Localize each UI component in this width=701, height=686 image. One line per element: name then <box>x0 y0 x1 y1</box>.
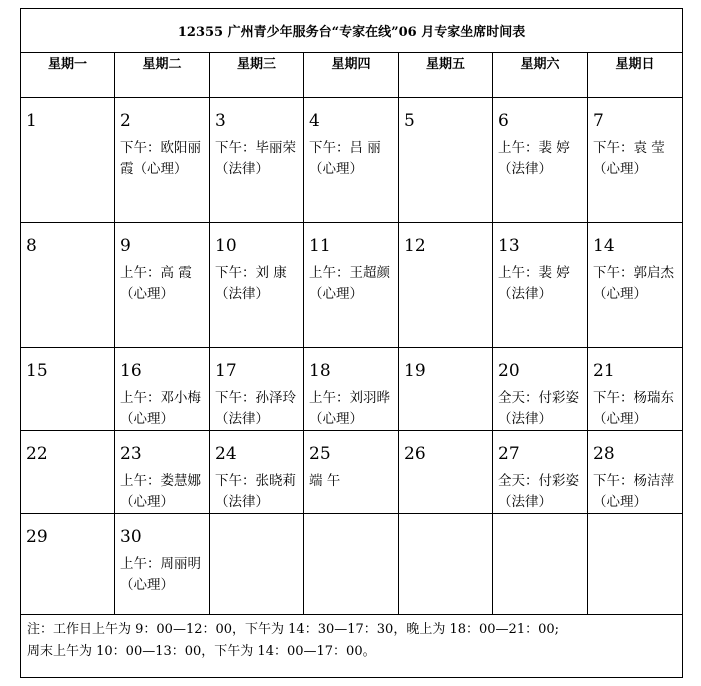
expert-category: （法律） <box>498 411 552 427</box>
shift-expert: 下午：张晓莉 <box>215 473 296 489</box>
shift-expert: 上午：高 霞 <box>120 265 192 281</box>
weekday-sunday: 星期日 <box>588 53 683 98</box>
day-number: 20 <box>498 361 520 381</box>
day-number: 14 <box>593 236 615 256</box>
day-number: 11 <box>309 236 331 256</box>
expert-category: （心理） <box>309 286 363 302</box>
day-number: 24 <box>215 444 237 464</box>
day-cell <box>304 98 399 223</box>
day-cell <box>304 514 399 615</box>
schedule-table <box>20 8 683 678</box>
day-cell <box>115 514 210 615</box>
shift-expert: 上午：裴 婷 <box>498 140 570 156</box>
expert-category: （心理） <box>120 577 174 593</box>
shift-expert: 下午：欧阳丽 <box>120 140 201 156</box>
weekday-saturday: 星期六 <box>493 53 588 98</box>
day-cell <box>493 514 588 615</box>
day-cell <box>399 514 493 615</box>
day-cell <box>304 223 399 348</box>
expert-category: 霞（心理） <box>120 161 188 177</box>
day-cell <box>588 223 683 348</box>
day-cell <box>115 98 210 223</box>
day-cell <box>304 431 399 514</box>
day-cell <box>210 514 304 615</box>
shift-expert: 上午：周丽明 <box>120 556 201 572</box>
week-row <box>21 514 683 615</box>
shift-expert: 全天：付彩姿 <box>498 390 579 406</box>
day-cell <box>210 431 304 514</box>
week-row <box>21 348 683 431</box>
shift-expert: 全天：付彩姿 <box>498 473 579 489</box>
expert-category: （法律） <box>215 494 269 510</box>
shift-expert: 下午：袁 莹 <box>593 140 665 156</box>
day-cell <box>399 223 493 348</box>
day-cell <box>21 431 115 514</box>
day-number: 16 <box>120 361 142 381</box>
expert-category: （心理） <box>593 286 647 302</box>
shift-expert: 下午：郭启杰 <box>593 265 674 281</box>
shift-expert: 下午：孙泽玲 <box>215 390 296 406</box>
shift-expert: 下午：杨洁萍 <box>593 473 674 489</box>
day-number: 22 <box>26 444 48 464</box>
schedule-sheet <box>20 8 682 676</box>
weekday-wednesday: 星期三 <box>210 53 304 98</box>
day-number: 21 <box>593 361 615 381</box>
day-cell <box>21 514 115 615</box>
expert-category: （法律） <box>215 161 269 177</box>
expert-category: （法律） <box>215 286 269 302</box>
day-cell <box>210 223 304 348</box>
day-number: 2 <box>120 111 131 131</box>
expert-category: （心理） <box>120 494 174 510</box>
weekday-friday: 星期五 <box>399 53 493 98</box>
day-cell <box>493 223 588 348</box>
weekday-header-row <box>21 53 683 98</box>
day-number: 18 <box>309 361 331 381</box>
day-cell <box>115 431 210 514</box>
expert-category: （法律） <box>498 286 552 302</box>
week-row <box>21 98 683 223</box>
day-cell <box>304 348 399 431</box>
day-number: 27 <box>498 444 520 464</box>
day-cell <box>493 431 588 514</box>
shift-expert: 上午：娄慧娜 <box>120 473 201 489</box>
day-number: 30 <box>120 527 142 547</box>
shift-expert: 下午：毕丽荣 <box>215 140 296 156</box>
expert-category: （法律） <box>215 411 269 427</box>
day-number: 10 <box>215 236 237 256</box>
day-cell <box>588 514 683 615</box>
shift-expert: 端 午 <box>309 473 341 489</box>
day-number: 6 <box>498 111 509 131</box>
expert-category: （心理） <box>120 411 174 427</box>
expert-category: （心理） <box>593 494 647 510</box>
day-number: 17 <box>215 361 237 381</box>
day-number: 13 <box>498 236 520 256</box>
day-cell <box>21 223 115 348</box>
shift-expert: 下午：杨瑞东 <box>593 390 674 406</box>
day-number: 26 <box>404 444 426 464</box>
weekday-tuesday: 星期二 <box>115 53 210 98</box>
day-cell <box>21 98 115 223</box>
day-number: 9 <box>120 236 131 256</box>
day-number: 28 <box>593 444 615 464</box>
weekday-monday: 星期一 <box>21 53 115 98</box>
day-number: 3 <box>215 111 226 131</box>
note-line-2: 周末上午为 10：00—13：00，下午为 14：00—17：00。 <box>27 644 376 659</box>
shift-expert: 上午：刘羽晔 <box>309 390 390 406</box>
expert-category: （心理） <box>593 161 647 177</box>
week-row <box>21 431 683 514</box>
note-line-1: 注：工作日上午为 9：00—12：00，下午为 14：30—17：30，晚上为 18：00—21：00; <box>27 622 560 637</box>
day-number: 12 <box>404 236 426 256</box>
shift-expert: 下午：刘 康 <box>215 265 287 281</box>
expert-category: （心理） <box>309 411 363 427</box>
expert-category: （心理） <box>309 161 363 177</box>
day-number: 29 <box>26 527 48 547</box>
expert-category: （法律） <box>498 494 552 510</box>
day-cell <box>493 98 588 223</box>
day-cell <box>493 348 588 431</box>
day-number: 7 <box>593 111 604 131</box>
day-cell <box>210 98 304 223</box>
expert-category: （心理） <box>120 286 174 302</box>
weekday-thursday: 星期四 <box>304 53 399 98</box>
day-cell <box>588 98 683 223</box>
day-number: 4 <box>309 111 320 131</box>
day-cell <box>588 348 683 431</box>
day-number: 5 <box>404 111 415 131</box>
day-cell <box>399 431 493 514</box>
page-title: 12355 广州青少年服务台“专家在线”06 月专家坐席时间表 <box>21 9 683 53</box>
day-cell <box>399 348 493 431</box>
day-cell <box>210 348 304 431</box>
day-cell <box>399 98 493 223</box>
day-number: 23 <box>120 444 142 464</box>
shift-expert: 上午：王超颜 <box>309 265 390 281</box>
shift-expert: 上午：裴 婷 <box>498 265 570 281</box>
day-number: 19 <box>404 361 426 381</box>
day-cell <box>115 223 210 348</box>
day-cell <box>115 348 210 431</box>
day-number: 15 <box>26 361 48 381</box>
day-number: 1 <box>26 111 37 131</box>
day-number: 25 <box>309 444 331 464</box>
shift-expert: 上午：邓小梅 <box>120 390 201 406</box>
expert-category: （法律） <box>498 161 552 177</box>
day-cell <box>588 431 683 514</box>
day-number: 8 <box>26 236 37 256</box>
expert-category: （心理） <box>593 411 647 427</box>
week-row <box>21 223 683 348</box>
notes-cell <box>21 615 683 678</box>
day-cell <box>21 348 115 431</box>
shift-expert: 下午：吕 丽 <box>309 140 381 156</box>
